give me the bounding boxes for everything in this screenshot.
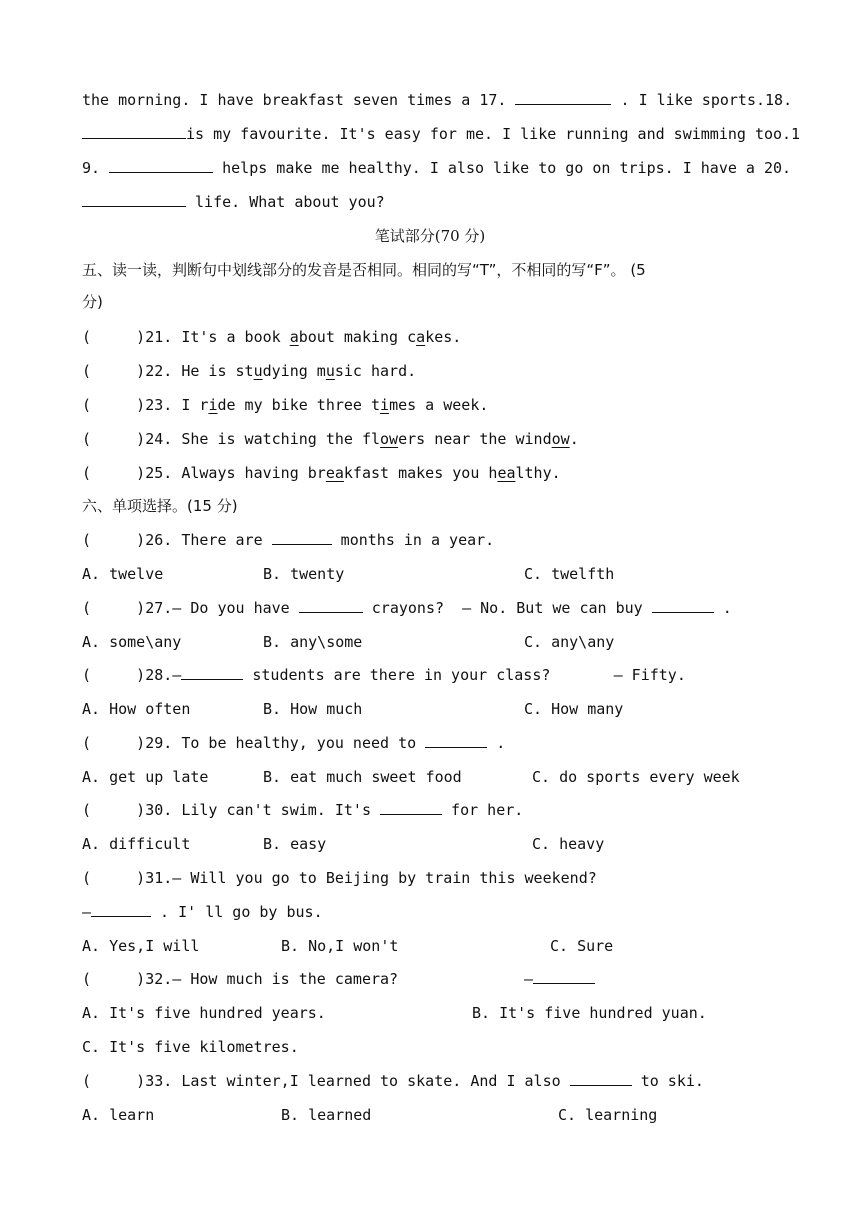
question-30: ( )30. Lily can't swim. It's for her. [82, 801, 524, 819]
question-32: ( )32.— How much is the camera? [82, 970, 399, 988]
option-b[interactable]: B. twenty [263, 565, 345, 583]
question-32-reply: — [524, 969, 595, 989]
option-c[interactable]: C. any\any [524, 633, 615, 651]
passage-text: is my favourite. It's easy for me. I like running and swimming too.1 [186, 125, 801, 143]
underlined-letter: ea [497, 464, 516, 482]
answer-paren[interactable]: ( ) [82, 362, 146, 380]
underlined-letter: ea [325, 464, 344, 482]
section6-heading: 六、单项选择。(15 分) [82, 497, 238, 515]
option-c[interactable]: C. How many [524, 700, 624, 718]
answer-paren[interactable]: ( ) [82, 464, 146, 482]
question-23: ( )23. I ride my bike three times a week. [82, 396, 489, 414]
option-a[interactable]: A. learn [82, 1106, 155, 1124]
question-28: ( )28.— students are there in your class? — Fifty. [82, 666, 686, 684]
blank-30[interactable] [380, 800, 442, 815]
question-25: ( )25. Always having breakfast makes you healthy. [82, 464, 561, 482]
passage-text: 9. [82, 159, 110, 177]
blank-33[interactable] [570, 1071, 632, 1086]
section-title: 笔试部分(70 分) [374, 227, 486, 245]
option-b[interactable]: B. learned [281, 1106, 372, 1124]
question-27: ( )27.— Do you have crayons? — No. But we can buy . [82, 599, 732, 617]
option-a[interactable]: A. Yes,I will [82, 937, 200, 955]
option-b[interactable]: B. eat much sweet food [263, 768, 462, 786]
blank-17[interactable] [515, 90, 611, 105]
option-a[interactable]: A. get up late [82, 768, 209, 786]
passage-text: life. What about you? [186, 193, 385, 211]
section5-heading-cont: 分) [82, 293, 103, 311]
passage-line-3 [82, 158, 791, 178]
blank-27b[interactable] [652, 598, 714, 613]
question-33: ( )33. Last winter,I learned to skate. And I also to ski. [82, 1072, 704, 1090]
option-c[interactable]: C. learning [558, 1106, 658, 1124]
question-22: ( )22. He is studying music hard. [82, 362, 417, 380]
option-a[interactable]: A. difficult [82, 835, 191, 853]
blank-18[interactable] [82, 124, 186, 139]
underlined-letter: a [289, 328, 299, 346]
underlined-letter: u [325, 362, 335, 380]
option-a[interactable]: A. some\any [82, 633, 182, 651]
passage-text: helps make me healthy. I also like to go on trips. I have a 20. [213, 159, 792, 177]
passage-line-4 [82, 192, 385, 212]
answer-paren[interactable]: ( ) [82, 396, 146, 414]
option-b[interactable]: B. any\some [263, 633, 363, 651]
blank-32[interactable] [533, 969, 595, 984]
option-c[interactable]: C. twelfth [524, 565, 615, 583]
underlined-letter: u [253, 362, 263, 380]
blank-27a[interactable] [299, 598, 363, 613]
blank-31[interactable] [91, 902, 151, 917]
underlined-letter: i [208, 396, 218, 414]
blank-26[interactable] [272, 530, 332, 545]
passage-line-1 [82, 90, 792, 110]
option-b[interactable]: B. No,I won't [281, 937, 399, 955]
question-29: ( )29. To be healthy, you need to . [82, 734, 506, 752]
blank-20[interactable] [82, 192, 186, 207]
option-c[interactable]: C. heavy [532, 835, 605, 853]
answer-paren[interactable]: ( ) [82, 430, 146, 448]
question-31-reply: — . I' ll go by bus. [82, 903, 323, 921]
passage-text: the morning. I have breakfast seven times a 17. [82, 91, 516, 109]
option-b[interactable]: B. How much [263, 700, 363, 718]
question-21: ( )21. It's a book about making cakes. [82, 328, 462, 346]
answer-paren[interactable]: ( ) [82, 328, 146, 346]
option-b[interactable]: B. easy [263, 835, 327, 853]
option-c[interactable]: C. Sure [550, 937, 614, 955]
blank-19[interactable] [109, 158, 213, 173]
blank-29[interactable] [425, 733, 487, 748]
underlined-letter: i [380, 396, 390, 414]
option-c[interactable]: C. do sports every week [532, 768, 740, 786]
underlined-letter: a [416, 328, 426, 346]
underlined-letter: ow [380, 430, 399, 448]
section5-heading: 五、读一读，判断句中划线部分的发音是否相同。相同的写“T”，不相同的写“F”。 (5 [82, 261, 646, 279]
question-26: ( )26. There are months in a year. [82, 531, 495, 549]
question-31: ( )31.— Will you go to Beijing by train this weekend? [82, 869, 597, 887]
option-a[interactable]: A. It's five hundred years. [82, 1004, 326, 1022]
passage-text: . I like sports.18. [611, 91, 793, 109]
question-24: ( )24. She is watching the flowers near the window. [82, 430, 579, 448]
blank-28[interactable] [181, 665, 243, 680]
underlined-letter: ow [551, 430, 570, 448]
option-a[interactable]: A. twelve [82, 565, 164, 583]
option-b[interactable]: B. It's five hundred yuan. [472, 1004, 707, 1022]
option-c[interactable]: C. It's five kilometres. [82, 1038, 299, 1056]
passage-line-2 [82, 124, 800, 144]
option-a[interactable]: A. How often [82, 700, 191, 718]
